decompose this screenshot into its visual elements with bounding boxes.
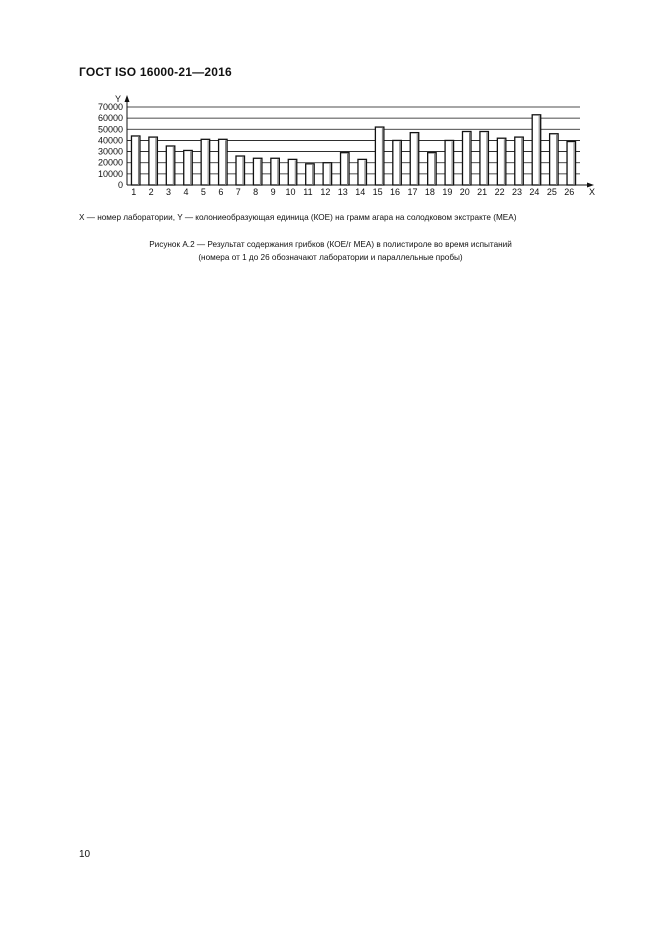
- figure-caption-note: (номера от 1 до 26 обозначают лаборатории и параллельные пробы): [198, 253, 463, 262]
- page-number: 10: [79, 849, 91, 860]
- x-tick-label: 9: [270, 187, 276, 197]
- x-tick-label: 5: [200, 187, 206, 197]
- x-tick-label: 12: [320, 187, 331, 197]
- x-tick-label: 25: [546, 187, 557, 197]
- x-tick-label: 3: [166, 187, 172, 197]
- x-tick-label: 15: [372, 187, 383, 197]
- x-tick-label: 22: [494, 187, 505, 197]
- x-tick-label: 13: [337, 187, 348, 197]
- fungi-bar-chart: [0, 0, 661, 210]
- x-tick-label: 18: [424, 187, 435, 197]
- x-tick-label: 10: [285, 187, 296, 197]
- x-tick-label: 11: [303, 187, 313, 197]
- x-tick-label: 2: [148, 187, 154, 197]
- x-tick-label: 24: [529, 187, 540, 197]
- x-axis-label: X: [588, 187, 596, 197]
- y-tick-label: 70000: [97, 102, 123, 112]
- x-tick-label: 17: [407, 187, 418, 197]
- x-tick-label: 21: [477, 187, 488, 197]
- axis-legend: X — номер лаборатории, Y — колониеобразующая единица (КОЕ) на грамм агара на солодковом экстракте (МЕА): [79, 213, 517, 222]
- y-tick-label: 50000: [97, 124, 123, 135]
- x-tick-label: 16: [390, 187, 401, 197]
- x-tick-label: 8: [253, 187, 259, 197]
- y-tick-label: 20000: [97, 157, 123, 168]
- y-tick-label: 40000: [97, 135, 123, 146]
- x-tick-label: 7: [235, 187, 241, 197]
- x-tick-label: 4: [183, 187, 189, 197]
- y-tick-label: 10000: [97, 168, 123, 179]
- x-tick-label: 14: [355, 187, 366, 197]
- x-tick-label: 6: [218, 187, 224, 197]
- y-axis-label: Y: [114, 94, 122, 104]
- x-tick-label: 23: [512, 187, 523, 197]
- x-tick-label: 26: [564, 187, 575, 197]
- x-tick-label: 19: [442, 187, 453, 197]
- y-tick-label: 60000: [97, 113, 123, 124]
- y-tick-label: 0: [117, 180, 123, 190]
- document-header: ГОСТ ISO 16000-21—2016: [79, 65, 232, 79]
- y-tick-label: 30000: [97, 146, 123, 157]
- x-tick-label: 20: [459, 187, 470, 197]
- figure-caption: Рисунок А.2 — Результат содержания грибков (КОЕ/г МЕА) в полистироле во время испытаний: [149, 240, 512, 249]
- y-axis-arrow: [125, 95, 130, 102]
- x-tick-label: 1: [131, 187, 137, 197]
